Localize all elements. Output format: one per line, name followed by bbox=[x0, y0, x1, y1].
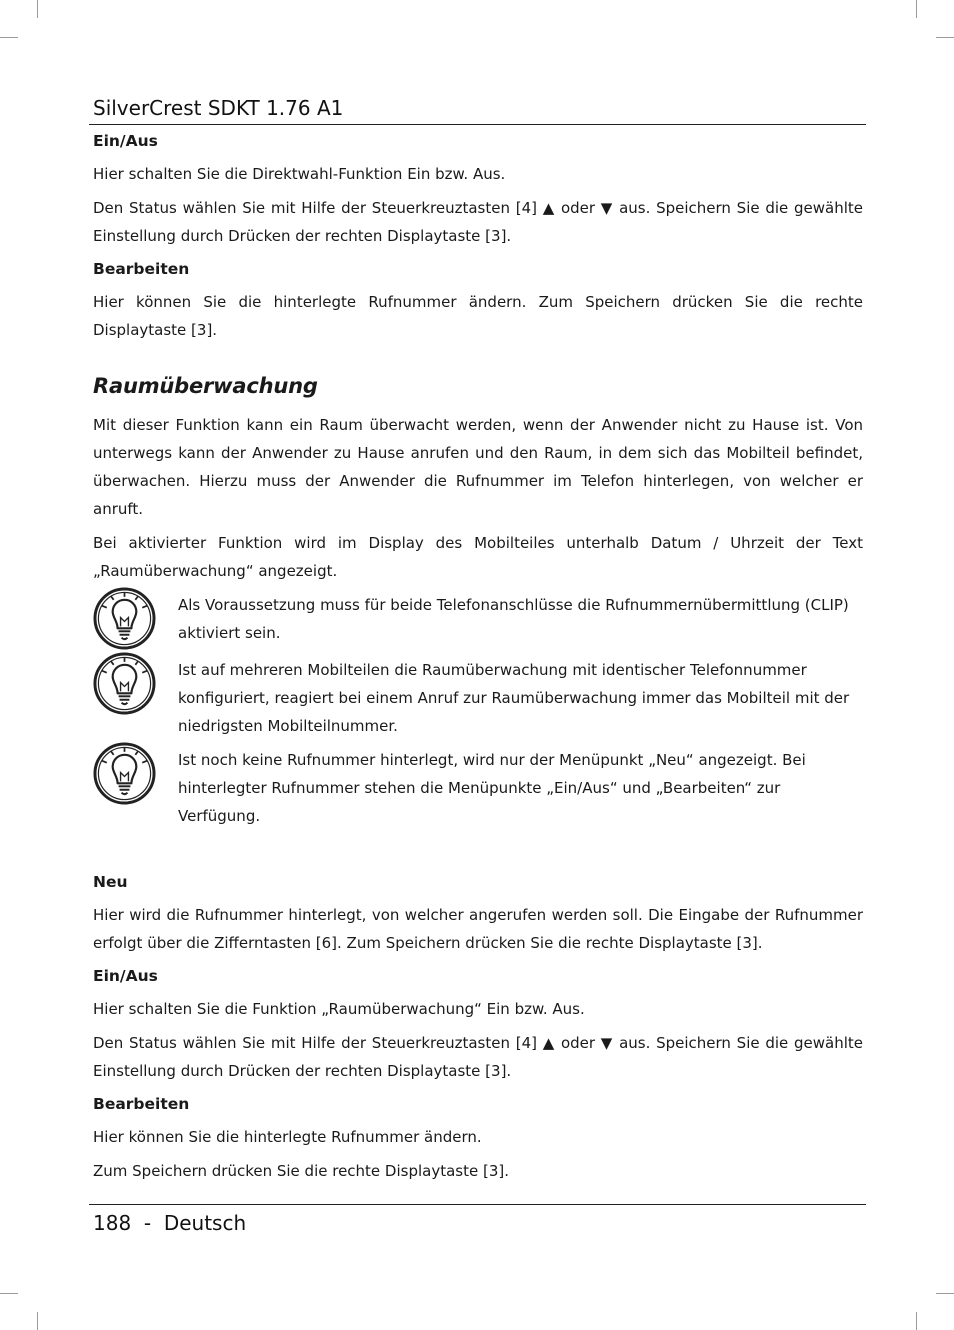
section-heading-ein-aus: Ein/Aus bbox=[93, 967, 158, 985]
crop-mark bbox=[0, 37, 18, 38]
tip-text: Ist auf mehreren Mobilteilen die Raumüberwachung mit identischer Telefonnummer konfiguriert, reagiert bei einem Anruf zur Raumüberwachung immer das Mobilteil mit der niedrigsten Mobilteilnummer. bbox=[178, 661, 850, 735]
section-heading-neu: Neu bbox=[93, 873, 128, 891]
page-header-title: SilverCrest SDKT 1.76 A1 bbox=[93, 96, 344, 120]
tip-note bbox=[93, 746, 863, 830]
paragraph: Mit dieser Funktion kann ein Raum überwacht werden, wenn der Anwender nicht zu Hause ist. Von unterwegs kann der Anwender zu Hause anrufen und den Raum, in dem sich das Mobilteil befindet, überwachen. Hierzu muss der Anwender die Rufnummer im Telefon hinterlegen, von welcher er anruft. bbox=[93, 416, 863, 518]
crop-mark bbox=[37, 1312, 38, 1330]
footer-rule bbox=[89, 1204, 866, 1205]
lightbulb-icon bbox=[93, 742, 156, 805]
paragraph: Hier können Sie die hinterlegte Rufnummer ändern. bbox=[93, 1128, 482, 1146]
crop-mark bbox=[37, 0, 38, 18]
paragraph: Hier schalten Sie die Funktion „Raumüberwachung“ Ein bzw. Aus. bbox=[93, 1000, 585, 1018]
paragraph: Zum Speichern drücken Sie die rechte Displaytaste [3]. bbox=[93, 1162, 510, 1180]
tip-text: Ist noch keine Rufnummer hinterlegt, wird nur der Menüpunkt „Neu“ angezeigt. Bei hinterlegter Rufnummer stehen die Menüpunkte „Ein/Aus“ und „Bearbeiten“ zur Verfügung. bbox=[178, 751, 806, 825]
paragraph: Hier schalten Sie die Direktwahl-Funktion Ein bzw. Aus. bbox=[93, 165, 506, 183]
tip-note bbox=[93, 591, 863, 650]
section-heading-bearbeiten: Bearbeiten bbox=[93, 1095, 190, 1113]
paragraph: Hier wird die Rufnummer hinterlegt, von welcher angerufen werden soll. Die Eingabe der Rufnummer erfolgt über die Zifferntasten [6]. Zum Speichern drücken Sie die rechte Displaytaste [3]. bbox=[93, 906, 863, 952]
spacer bbox=[93, 836, 863, 869]
crop-mark bbox=[916, 0, 917, 18]
lightbulb-icon bbox=[93, 652, 156, 715]
section-heading-ein-aus: Ein/Aus bbox=[93, 132, 158, 150]
chapter-heading-raumueberwachung: Raumüberwachung bbox=[93, 374, 318, 398]
crop-mark bbox=[0, 1293, 18, 1294]
crop-mark bbox=[936, 37, 954, 38]
tip-note bbox=[93, 656, 863, 740]
lightbulb-icon bbox=[93, 587, 156, 650]
page-content bbox=[93, 128, 863, 1191]
crop-mark bbox=[916, 1312, 917, 1330]
crop-mark bbox=[936, 1293, 954, 1294]
page-footer-label: 188 - Deutsch bbox=[93, 1211, 247, 1235]
paragraph: Hier können Sie die hinterlegte Rufnummer ändern. Zum Speichern drücken Sie die rechte Displaytaste [3]. bbox=[93, 293, 863, 339]
paragraph: Bei aktivierter Funktion wird im Display des Mobilteiles unterhalb Datum / Uhrzeit der Text „Raumüberwachung“ angezeigt. bbox=[93, 534, 863, 580]
tip-text: Als Voraussetzung muss für beide Telefonanschlüsse die Rufnummernübermittlung (CLIP) aktiviert sein. bbox=[178, 596, 849, 642]
header-rule bbox=[89, 124, 866, 125]
paragraph: Den Status wählen Sie mit Hilfe der Steuerkreuztasten [4] ▲ oder ▼ aus. Speichern Sie die gewählte Einstellung durch Drücken der rechten Displaytaste [3]. bbox=[93, 1034, 863, 1080]
paragraph: Den Status wählen Sie mit Hilfe der Steuerkreuztasten [4] ▲ oder ▼ aus. Speichern Sie die gewählte Einstellung durch Drücken der rechten Displaytaste [3]. bbox=[93, 199, 863, 245]
section-heading-bearbeiten: Bearbeiten bbox=[93, 260, 190, 278]
